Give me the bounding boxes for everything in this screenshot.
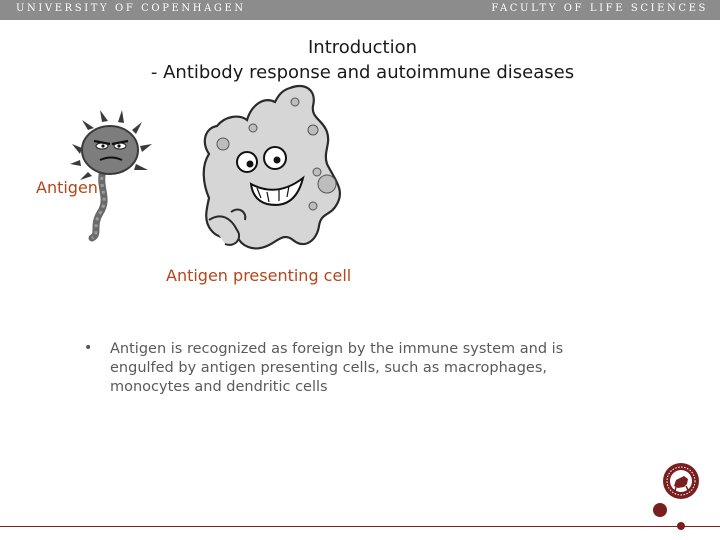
- faculty-name: FACULTY OF LIFE SCIENCES: [491, 3, 708, 14]
- university-name: UNIVERSITY OF COPENHAGEN: [16, 3, 246, 14]
- footer-dot: [677, 522, 685, 530]
- antigen-label: Antigen: [36, 178, 98, 197]
- logo-accent-dot: [653, 503, 667, 517]
- title-line2: - Antibody response and autoimmune diseases: [150, 62, 575, 83]
- header-bar: [0, 0, 720, 20]
- bullet-text: Antigen is recognized as foreign by the immune system and is engulfed by antigen presenting cells, such as macrophages, monocytes and dendritic cells: [110, 341, 564, 395]
- bullet-marker: •: [84, 340, 93, 356]
- antigen-presenting-cell-cartoon-icon: [195, 80, 355, 260]
- antigen-presenting-cell-label: Antigen presenting cell: [166, 266, 352, 285]
- university-seal-logo-icon: [662, 462, 700, 500]
- title-line1: Introduction: [307, 37, 417, 58]
- footer-line: [0, 526, 720, 527]
